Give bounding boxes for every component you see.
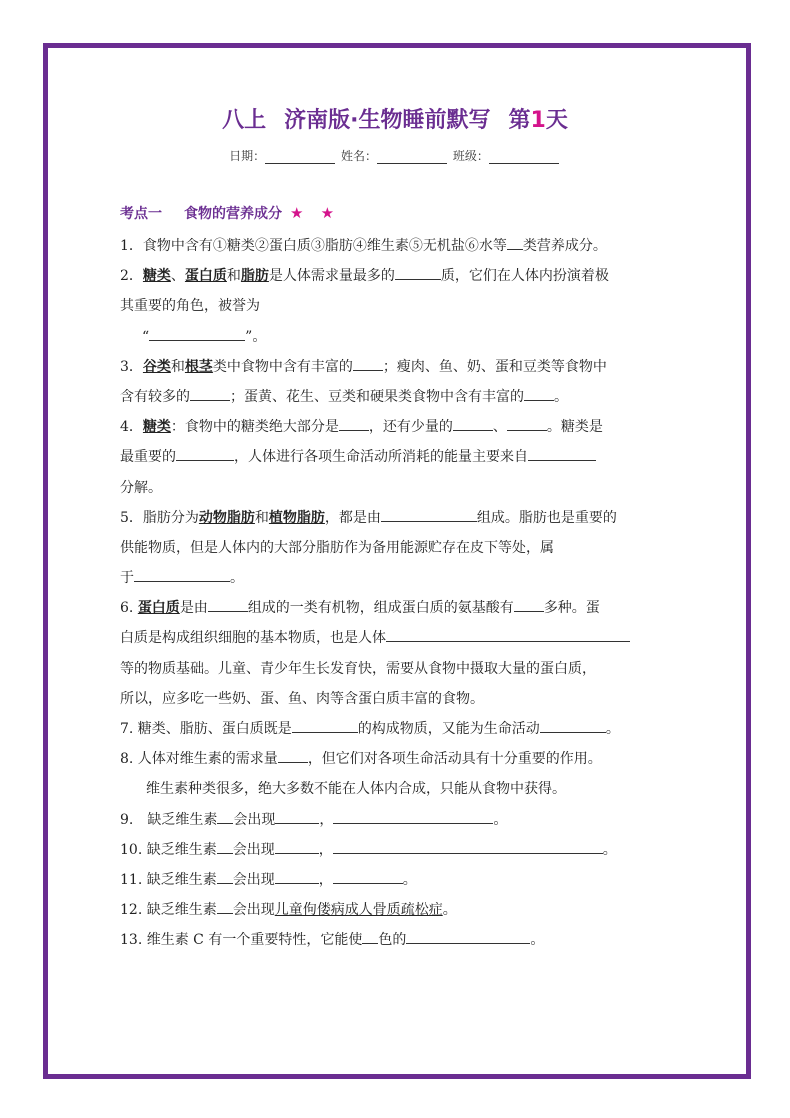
class-label: 班级： xyxy=(452,149,489,163)
q6-blank[interactable] xyxy=(208,595,248,612)
q5-text: 脂肪分为 xyxy=(142,509,199,526)
question-8 xyxy=(120,744,672,774)
q6-text: 是由 xyxy=(179,600,208,617)
q12-answer: 儿童佝偻病成人骨质疏松症 xyxy=(274,902,443,919)
q13-text: 13. 维生素 C 有一个重要特性，它能使 xyxy=(120,932,363,949)
q8-text: ，但它们对各项生命活动具有十分重要的作用。 xyxy=(307,751,602,768)
date-label: 日期： xyxy=(229,149,266,163)
q3-blank[interactable] xyxy=(524,384,554,401)
q5-keyword: 植物脂肪 xyxy=(268,509,325,526)
q11-text: ， xyxy=(318,871,333,888)
question-6-line2 xyxy=(120,623,672,653)
q4-text: 分解。 xyxy=(120,479,162,496)
question-8-line2 xyxy=(120,774,672,804)
q2-text: 其重要的角色，被誉为 xyxy=(120,298,260,315)
q3-sep: 和 xyxy=(170,358,185,375)
q9-text: 9. 缺乏维生素 xyxy=(120,811,218,828)
q4-text: ，人体进行各项生命活动所消耗的能量主要来自 xyxy=(234,449,528,466)
q5-number: 5． xyxy=(120,509,143,526)
q6-text: 多种。蛋 xyxy=(543,600,600,617)
q12-text: 会出现 xyxy=(232,902,275,919)
q9-text: 。 xyxy=(493,811,508,828)
q4-blank[interactable] xyxy=(507,414,547,431)
q10-blank[interactable] xyxy=(217,837,233,854)
q9-blank[interactable] xyxy=(333,807,493,824)
question-3 xyxy=(120,352,672,382)
q4-keyword: 糖类 xyxy=(142,419,171,436)
q10-text: 会出现 xyxy=(232,841,275,858)
q13-blank[interactable] xyxy=(362,927,378,944)
q6-text: 所以，应多吃一些奶、蛋、鱼、肉等含蛋白质丰富的食物。 xyxy=(120,690,484,707)
q10-blank[interactable] xyxy=(275,837,319,854)
q6-number: 6. xyxy=(120,600,138,617)
q12-text: 。 xyxy=(442,902,457,919)
question-5-line2 xyxy=(120,533,672,563)
q13-text: 色的 xyxy=(378,932,407,949)
q5-keyword: 动物脂肪 xyxy=(198,509,255,526)
q7-blank[interactable] xyxy=(540,716,606,733)
q1-text: 1．食物中含有①糖类②蛋白质③脂肪④维生素⑤无机盐⑥水等 xyxy=(120,238,507,254)
q11-blank[interactable] xyxy=(333,867,403,884)
date-field[interactable] xyxy=(229,147,337,164)
q6-text: 白质是构成组织细胞的基本物质，也是人体 xyxy=(120,630,386,647)
title-day-suffix: 天 xyxy=(545,108,568,133)
q9-blank[interactable] xyxy=(217,807,233,824)
question-13 xyxy=(120,925,672,955)
question-12 xyxy=(120,895,672,925)
q4-blank[interactable] xyxy=(339,414,369,431)
q5-blank[interactable] xyxy=(381,505,477,522)
q6-blank[interactable] xyxy=(386,625,630,642)
q2-number: 2． xyxy=(120,268,143,285)
title-grade: 八上 xyxy=(222,108,267,133)
star-rating: ★ ★ xyxy=(290,204,341,222)
q7-blank[interactable] xyxy=(292,716,358,733)
q4-number: 4． xyxy=(120,419,143,436)
page-title xyxy=(0,103,790,134)
q5-text: 供能物质，但是人体内的大部分脂肪作为备用能源贮存在皮下等处，属 xyxy=(120,539,554,556)
q7-text: 7. 糖类、脂肪、蛋白质既是 xyxy=(120,721,292,737)
q2-blank[interactable] xyxy=(395,263,441,280)
q7-text: 的构成物质，又能为生命活动 xyxy=(357,721,540,737)
q3-text: ；蛋黄、花生、豆类和硬果类食物中含有丰富的 xyxy=(230,388,524,405)
q11-blank[interactable] xyxy=(275,867,319,884)
q4-text: 最重要的 xyxy=(120,449,176,466)
q4-text: 、 xyxy=(492,419,507,436)
q2-sep: 和 xyxy=(226,268,241,285)
q2-quote: “ xyxy=(142,328,150,345)
q2-sep: 、 xyxy=(170,268,185,285)
q3-keyword: 谷类 xyxy=(142,358,171,375)
question-5 xyxy=(120,503,672,533)
question-4-line3 xyxy=(120,473,672,503)
class-field[interactable] xyxy=(453,147,561,164)
section-number: 考点一 xyxy=(120,206,162,222)
q4-blank[interactable] xyxy=(176,444,234,461)
q4-blank[interactable] xyxy=(528,444,596,461)
question-list xyxy=(120,231,672,956)
q2-text: 是人体需求量最多的 xyxy=(268,268,395,285)
q2-keyword: 脂肪 xyxy=(240,268,269,285)
question-2-line2 xyxy=(120,291,672,321)
q13-blank[interactable] xyxy=(406,927,530,944)
q4-text: ，还有少量的 xyxy=(368,419,453,436)
question-6-line3 xyxy=(120,654,672,684)
q3-text: 含有较多的 xyxy=(120,388,190,405)
question-9 xyxy=(120,805,672,835)
question-6-line4 xyxy=(120,684,672,714)
q9-text: ， xyxy=(319,811,334,828)
q5-text: 。 xyxy=(230,570,244,587)
q2-keyword: 糖类 xyxy=(142,268,171,285)
q11-text: 11. 缺乏维生素 xyxy=(120,871,217,888)
q3-text: 类中食物中含有丰富的 xyxy=(212,358,353,375)
q3-text: 。 xyxy=(554,388,568,405)
q6-keyword: 蛋白质 xyxy=(137,600,180,617)
question-2 xyxy=(120,261,672,291)
q5-text: 于 xyxy=(120,570,134,587)
q3-keyword: 根茎 xyxy=(184,358,213,375)
q12-text: 12. 缺乏维生素 xyxy=(120,902,217,919)
q10-text: 。 xyxy=(602,841,617,858)
q4-blank[interactable] xyxy=(453,414,493,431)
q2-blank[interactable] xyxy=(149,324,245,341)
q10-blank[interactable] xyxy=(333,837,603,854)
question-1 xyxy=(120,231,672,261)
q5-text: ，都是由 xyxy=(324,509,381,526)
q10-text: ， xyxy=(318,841,333,858)
q11-blank[interactable] xyxy=(217,867,233,884)
question-11 xyxy=(120,865,672,895)
q6-blank[interactable] xyxy=(514,595,544,612)
q3-number: 3． xyxy=(120,358,143,375)
q4-text: 。糖类是 xyxy=(546,419,603,436)
question-4-line2 xyxy=(120,442,672,472)
name-label: 姓名： xyxy=(340,149,377,163)
section-heading xyxy=(120,203,340,223)
name-field[interactable] xyxy=(341,147,449,164)
info-line xyxy=(0,147,790,164)
q8-blank[interactable] xyxy=(278,746,308,763)
q3-text: ；瘦肉、鱼、奶、蛋和豆类等食物中 xyxy=(382,358,607,375)
title-day-number: 1 xyxy=(530,108,546,133)
q1-tail: 类营养成分。 xyxy=(522,238,607,254)
q4-text: ：食物中的糖类绝大部分是 xyxy=(170,419,339,436)
question-4 xyxy=(120,412,672,442)
q3-blank[interactable] xyxy=(190,384,230,401)
q5-text: 组成。脂肪也是重要的 xyxy=(476,509,617,526)
q6-text: 等的物质基础。儿童、青少年生长发育快，需要从食物中摄取大量的蛋白质， xyxy=(120,660,596,677)
q11-text: 。 xyxy=(402,871,417,888)
q1-blank[interactable] xyxy=(507,233,523,250)
q8-text: 维生素种类很多，绝大多数不能在人体内合成，只能从食物中获得。 xyxy=(146,781,566,798)
q12-blank[interactable] xyxy=(217,897,233,914)
q10-text: 10. 缺乏维生素 xyxy=(120,841,217,858)
question-2-line3 xyxy=(120,322,672,352)
q9-blank[interactable] xyxy=(275,807,319,824)
question-3-line2 xyxy=(120,382,672,412)
q7-text: 。 xyxy=(605,721,620,737)
question-6 xyxy=(120,593,672,623)
title-day-prefix: 第 xyxy=(508,108,531,133)
q2-text: 质，它们在人体内扮演着极 xyxy=(440,268,609,285)
q2-quote: ”。 xyxy=(245,328,267,345)
q11-text: 会出现 xyxy=(232,871,275,888)
q8-text: 8. 人体对维生素的需求量 xyxy=(120,751,278,768)
q5-sep: 和 xyxy=(254,509,269,526)
q13-text: 。 xyxy=(530,932,545,949)
q9-text: 会出现 xyxy=(233,811,276,828)
q5-blank[interactable] xyxy=(134,565,230,582)
section-title: 食物的营养成分 xyxy=(184,206,282,222)
question-7 xyxy=(120,714,672,744)
title-subject: 济南版·生物睡前默写 xyxy=(284,108,491,133)
q6-text: 组成的一类有机物，组成蛋白质的氨基酸有 xyxy=(247,600,514,617)
question-5-line3 xyxy=(120,563,672,593)
q3-blank[interactable] xyxy=(353,354,383,371)
q2-keyword: 蛋白质 xyxy=(184,268,227,285)
question-10 xyxy=(120,835,672,865)
